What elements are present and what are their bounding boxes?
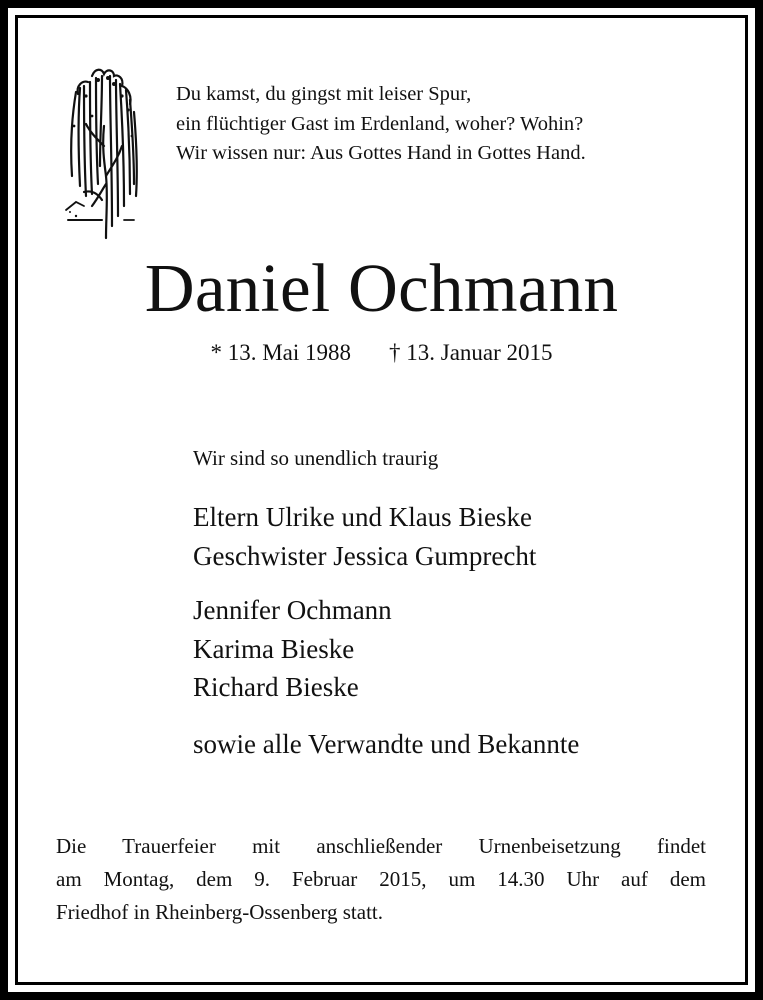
mourners-group-others: [193, 725, 579, 764]
weeping-willow-tree-icon: [62, 66, 146, 242]
mourner-line: Karima Bieske: [193, 633, 355, 664]
poem: [176, 80, 586, 169]
mourning-line: Wir sind so unendlich traurig: [193, 446, 439, 470]
poem-line: ein flüchtiger Gast im Erdenland, woher? Wohin?: [176, 112, 584, 135]
deceased-name: Daniel Ochmann: [144, 250, 619, 326]
mourner-line: Geschwister Jessica Gumprecht: [193, 540, 537, 571]
death-date: † 13. Januar 2015: [389, 340, 553, 365]
birth-date: * 13. Mai 1988: [210, 340, 352, 365]
mourners-group-relatives: [193, 591, 392, 707]
ceremony-line: Friedhof in Rheinberg-Ossenberg statt.: [56, 900, 384, 924]
mourner-line: sowie alle Verwandte und Bekannte: [193, 729, 580, 759]
poem-line: Du kamst, du gingst mit leiser Spur,: [176, 83, 472, 105]
ceremony-info: [56, 830, 706, 929]
life-dates: [0, 338, 763, 368]
mourners-group-parents-siblings: [193, 498, 536, 575]
mourner-line: Eltern Ulrike und Klaus Bieske: [193, 502, 532, 532]
mourner-line: Richard Bieske: [193, 672, 359, 702]
ceremony-line: am Montag, dem 9. Februar 2015, um 14.30 Uhr auf dem: [56, 867, 706, 891]
ceremony-line: Die Trauerfeier mit anschließender Urnenbeisetzung findet: [56, 834, 706, 858]
poem-line: Wir wissen nur: Aus Gottes Hand in Gottes Hand.: [176, 142, 586, 164]
mourner-line: Jennifer Ochmann: [193, 595, 392, 625]
